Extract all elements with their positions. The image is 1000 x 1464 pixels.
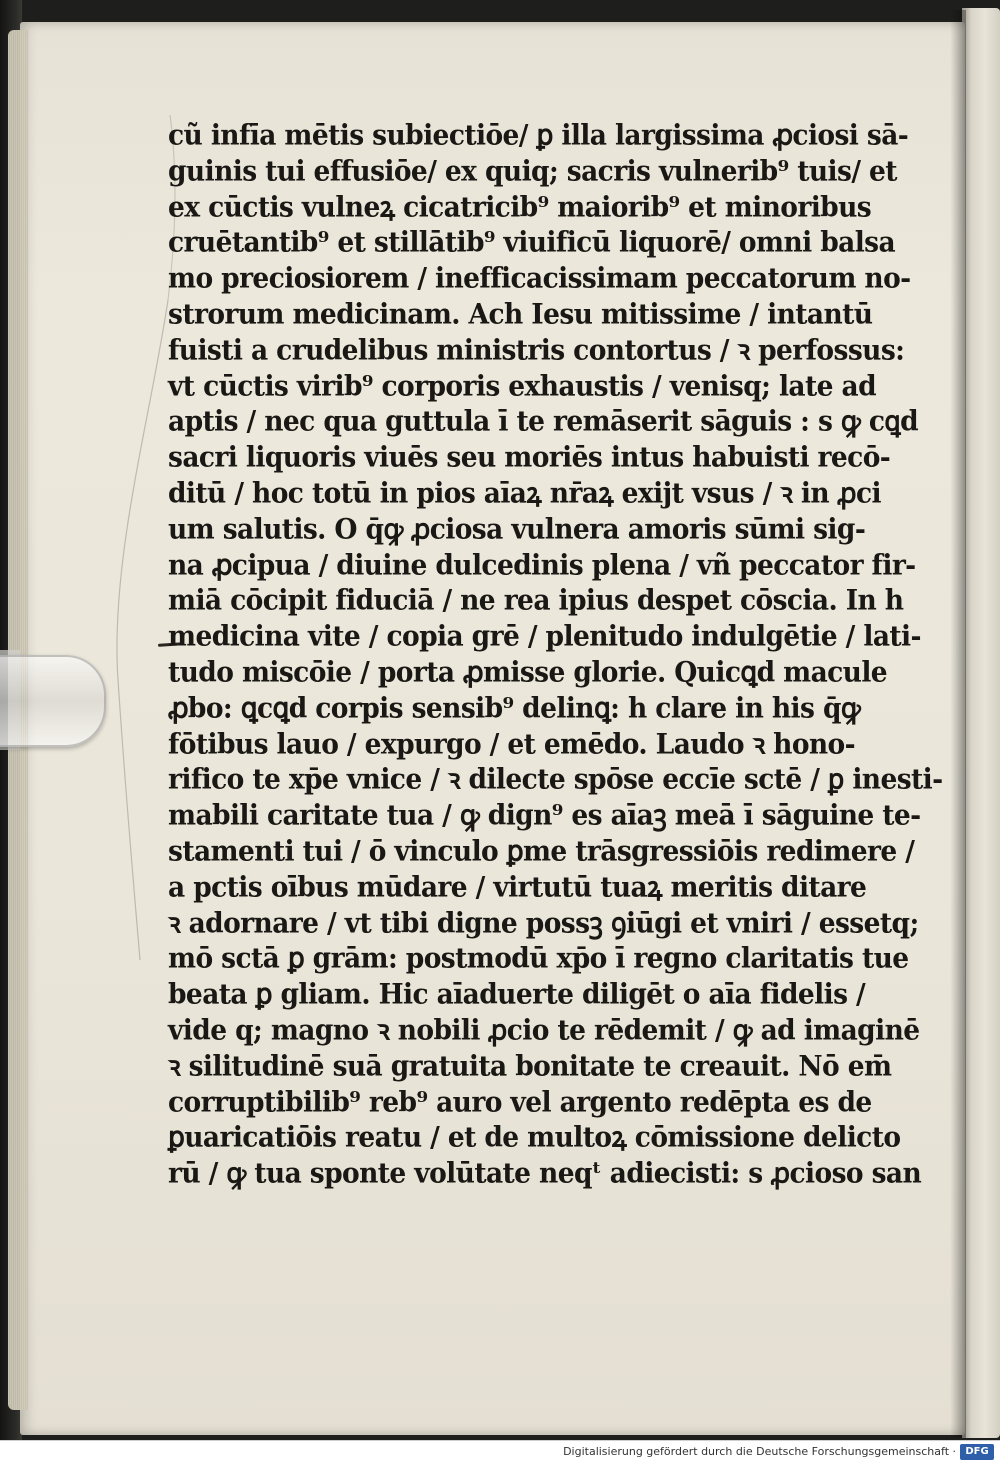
text-line: beata ꝑ gliam. Hic aīaduerte diligēt o aīa fidelis /: [168, 978, 866, 1011]
text-line: rifico te xp̄e vnice / ꝛ dilecte spōse eccīe sctē / ꝑ inesti-: [168, 763, 943, 797]
text-line: um salutis. O q̄ꝙ ꝓciosa vulnera amoris sūmi sig-: [168, 512, 866, 546]
footer-credit: Digitalisierung gefördert durch die Deutsche Forschungsgemeinschaft ·: [563, 1445, 956, 1458]
text-line: a pctis oībus mūdare / virtutū tuaꝝ meritis ditare: [168, 870, 867, 904]
text-line: corruptibilib⁹ reb⁹ auro vel argento redēpta es de: [168, 1085, 872, 1119]
facing-page-edge: [962, 8, 1000, 1438]
text-line: ꝛ silitudinē suā gratuita bonitate te creauit. Nō em̄: [168, 1049, 892, 1083]
text-line: mo preciosiorem / inefficacissimam peccatorum no-: [168, 262, 911, 295]
text-line: ditū / hoc totū in pios aīaꝝ nr̄aꝝ exijt vsus / ꝛ in ꝓci: [168, 477, 881, 510]
text-line: ꝛ adornare / vt tibi digne possꝫ ꝯiūgi et vniri / essetq;: [168, 906, 919, 940]
text-line: ex cūctis vulneꝝ cicatricib⁹ maiorib⁹ et minoribus: [168, 190, 872, 224]
text-line: fōtibus lauo / expurgo / et emēdo. Laudo ꝛ hono-: [168, 727, 856, 761]
text-line: vt cūctis virib⁹ corporis exhaustis / venisq; late ad: [168, 369, 877, 403]
text-line: fuisti a crudelibus ministris contortus / ꝛ perfossus:: [168, 333, 905, 367]
text-line: aptis / nec qua guttula ī te remāserit sāguis : s ꝙ cꝗd: [168, 405, 919, 439]
gutter-shadow: [950, 10, 966, 1438]
text-line: vide q; magno ꝛ nobili ꝓcio te rēdemit / ꝙ ad imaginē: [168, 1014, 920, 1047]
text-line: mabili caritate tua / ꝙ dign⁹ es aīaꝫ meā ī sāguine te-: [168, 799, 921, 832]
text-line: mō sctā ꝑ grām: postmodū xp̄o ī regno claritatis tue: [168, 942, 909, 976]
text-line: cũ infīa mētis subiectiōe/ ꝑ illa largissima ꝓciosi sā-: [168, 119, 909, 152]
text-line: cruētantib⁹ et stillātib⁹ viuificū liquorē/ omni balsa: [168, 226, 896, 260]
plastic-clip: [0, 655, 106, 747]
text-line: tudo miscōie / porta ꝓmisse glorie. Quicꝗd macule: [168, 656, 888, 689]
page-text-block: [168, 118, 943, 1192]
text-line: strorum medicinam. Ach Iesu mitissime / intantū: [168, 298, 873, 331]
dfg-logo-icon[interactable]: DFG: [960, 1444, 994, 1460]
text-line: na ꝓcipua / diuine dulcedinis plena / vñ peccator fir-: [168, 548, 916, 582]
text-line: ꝓbo: ꝗcꝗd corpis sensib⁹ delinꝗ: h clare in his q̄ꝙ: [168, 691, 861, 725]
text-line: miā cōcipit fiduciā / ne rea ipius despet cōscia. In h: [168, 584, 904, 618]
text-line: ꝑuaricatiōis reatu / et de multoꝝ cōmissione delicto: [168, 1121, 901, 1155]
text-line: stamenti tui / ō vinculo ꝑme trāsgressiōis redimere /: [168, 835, 915, 868]
text-line: rū / ꝙ tua sponte volūtate neqᵗ adiecisti: s ꝓcioso san: [168, 1157, 922, 1190]
text-line: sacri liquoris viuēs seu moriēs intus habuisti recō-: [168, 441, 891, 474]
footer-bar: [0, 1440, 1000, 1464]
text-line: medicina vite / copia grē / plenitudo indulgētie / lati-: [168, 620, 921, 653]
text-line: guinis tui effusiōe/ ex quiq; sacris vulnerib⁹ tuis/ et: [168, 155, 897, 188]
